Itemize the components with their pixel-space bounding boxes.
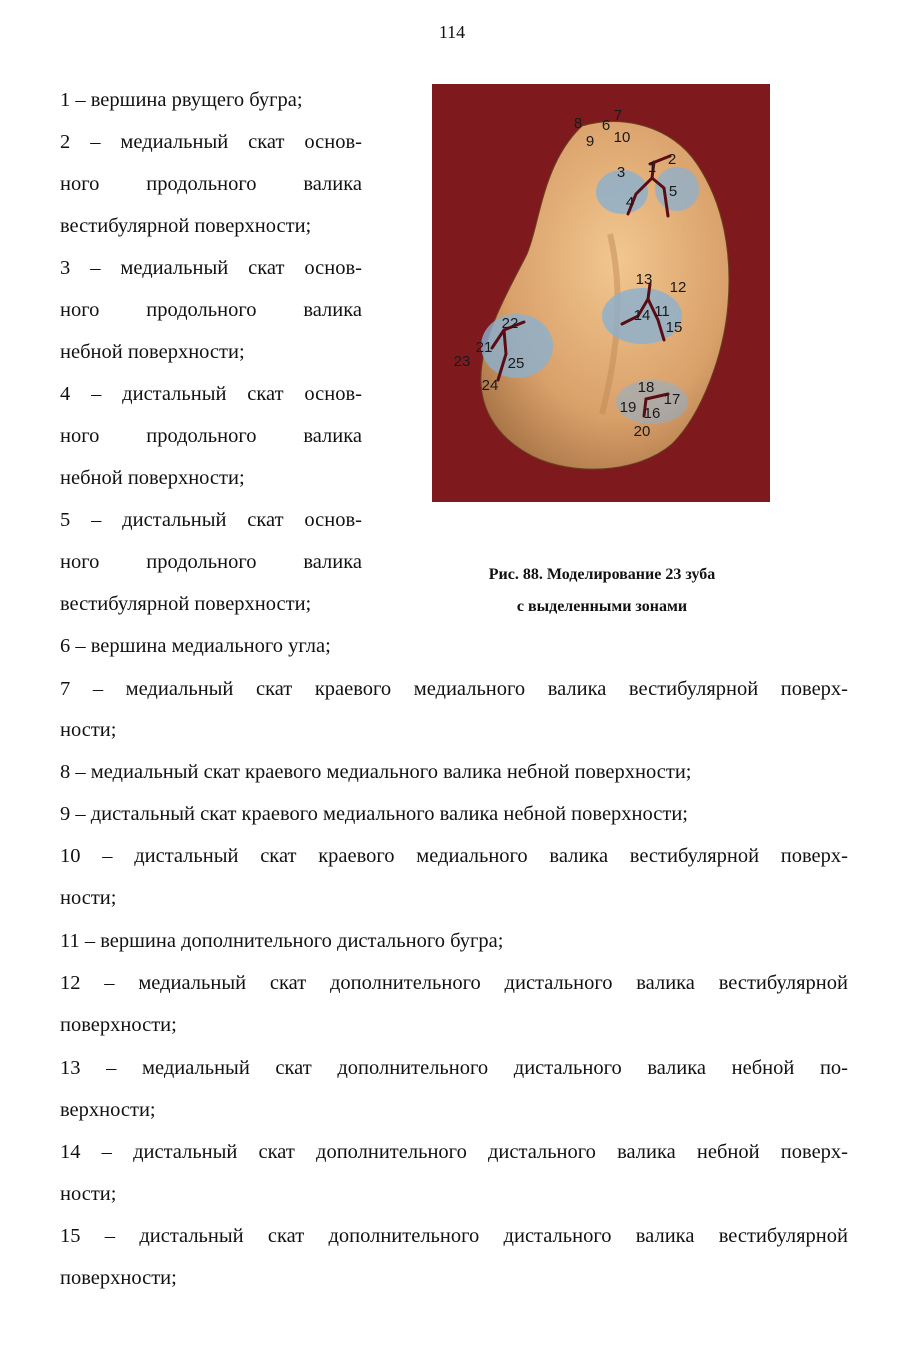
zone-label-2: 2: [667, 151, 677, 168]
item-5-line-1: 5 – дистальный скат основ-: [60, 509, 362, 531]
zone-label-3: 3: [616, 164, 626, 181]
item-5-line-3: вестибулярной поверхности;: [60, 593, 312, 615]
zone-label-12: 12: [669, 279, 687, 296]
item-10-line-1: 10 – дистальный скат краевого медиального валика вестибулярной поверх-: [60, 845, 848, 867]
zone-label-16: 16: [643, 405, 661, 422]
item-15-line-1: 15 – дистальный скат дополнительного дистального валика вестибулярной: [60, 1225, 848, 1247]
zone-label-8: 8: [573, 115, 583, 132]
item-2-line-3: вестибулярной поверхности;: [60, 215, 312, 237]
item-4-line-3: небной поверхности;: [60, 467, 245, 489]
zone-label-1: 1: [647, 159, 657, 176]
tooth-figure: [432, 84, 770, 502]
figure-caption-line-2: с выделенными зонами: [516, 598, 688, 615]
zone-label-23: 23: [453, 353, 471, 370]
item-3-line-3: небной поверхности;: [60, 341, 245, 363]
zone-label-17: 17: [663, 391, 681, 408]
item-1-text: 1 – вершина рвущего бугра;: [60, 89, 303, 111]
item-8-text: 8 – медиальный скат краевого медиального валика небной поверхности;: [60, 761, 692, 783]
item-2-line-2: ного продольного валика: [60, 173, 362, 195]
zone-label-10: 10: [613, 129, 631, 146]
figure-caption-line-1: Рис. 88. Моделирование 23 зуба: [488, 566, 716, 583]
zone-label-5: 5: [668, 183, 678, 200]
item-13-line-2: верхности;: [60, 1099, 156, 1121]
zone-label-9: 9: [585, 133, 595, 150]
zone-label-18: 18: [637, 379, 655, 396]
tooth-model-illustration: [432, 84, 770, 502]
zone-label-6: 6: [601, 117, 611, 134]
zone-label-22: 22: [501, 315, 519, 332]
zone-label-15: 15: [665, 319, 683, 336]
zone-label-25: 25: [507, 355, 525, 372]
item-2-line-1: 2 – медиальный скат основ-: [60, 131, 362, 153]
zone-label-20: 20: [633, 423, 651, 440]
item-4-line-1: 4 – дистальный скат основ-: [60, 383, 362, 405]
item-7-line-2: ности;: [60, 719, 117, 741]
zone-label-24: 24: [481, 377, 499, 394]
item-14-line-2: ности;: [60, 1183, 117, 1205]
item-11-text: 11 – вершина дополнительного дистального бугра;: [60, 930, 504, 952]
zone-label-4: 4: [625, 194, 635, 211]
item-15-line-2: поверхности;: [60, 1267, 177, 1289]
item-4-line-2: ного продольного валика: [60, 425, 362, 447]
page-number: 114: [438, 22, 466, 42]
zone-label-19: 19: [619, 399, 637, 416]
item-5-line-2: ного продольного валика: [60, 551, 362, 573]
zone-label-13: 13: [635, 271, 653, 288]
item-13-line-1: 13 – медиальный скат дополнительного дистального валика небной по-: [60, 1057, 848, 1079]
zone-label-21: 21: [475, 339, 493, 356]
zone-label-14: 14: [633, 307, 651, 324]
item-7-line-1: 7 – медиальный скат краевого медиального валика вестибулярной поверх-: [60, 678, 848, 700]
item-14-line-1: 14 – дистальный скат дополнительного дистального валика небной поверх-: [60, 1141, 848, 1163]
item-12-line-2: поверхности;: [60, 1014, 177, 1036]
item-12-line-1: 12 – медиальный скат дополнительного дистального валика вестибулярной: [60, 972, 848, 994]
item-9-text: 9 – дистальный скат краевого медиального валика небной поверхности;: [60, 803, 688, 825]
item-6-text: 6 – вершина медиального угла;: [60, 635, 331, 657]
item-3-line-1: 3 – медиальный скат основ-: [60, 257, 362, 279]
item-10-line-2: ности;: [60, 887, 117, 909]
item-3-line-2: ного продольного валика: [60, 299, 362, 321]
zone-label-11: 11: [654, 303, 670, 320]
zone-label-7: 7: [613, 107, 623, 124]
